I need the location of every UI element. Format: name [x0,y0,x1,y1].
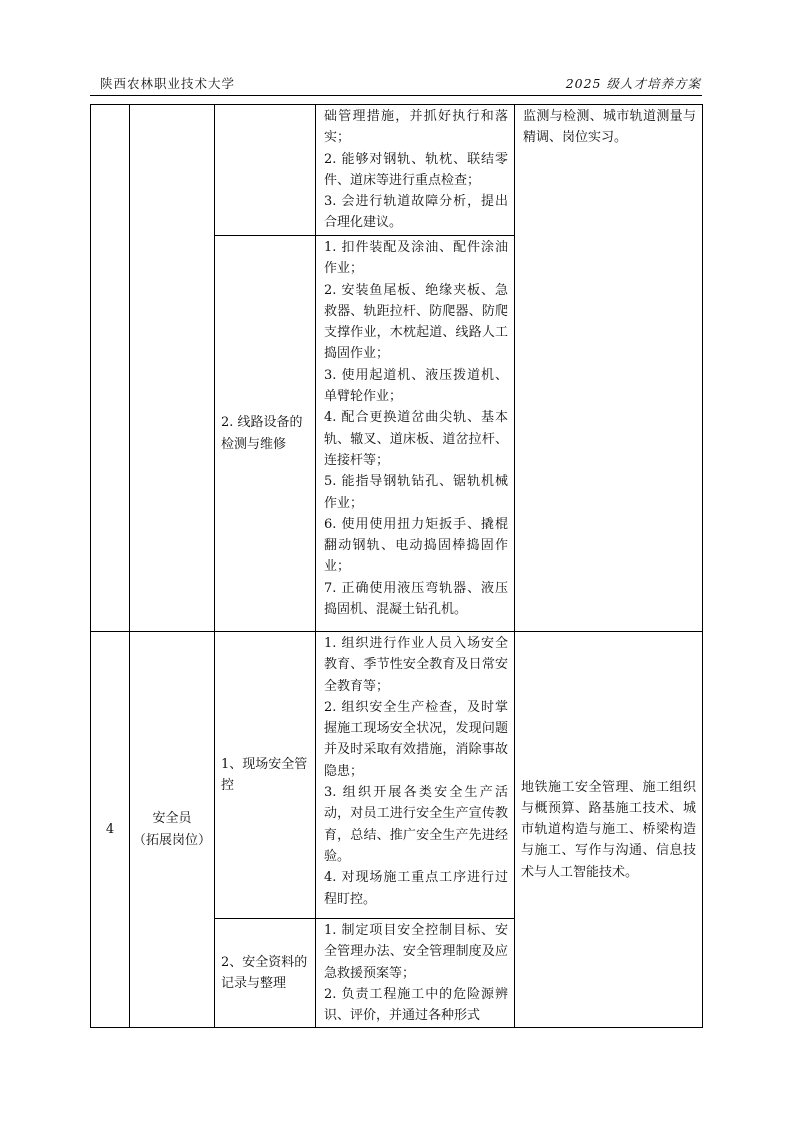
table-row [91,105,703,236]
task-label: 1、现场安全管控 [221,756,308,793]
duty-item: 2. 安装鱼尾板、绝缘夹板、急救器、轨距拉杆、防爬器、防爬支撑作业，木枕起道、线路人工捣固作业； [324,282,508,362]
task-label: 2. 线路设备的检测与维修 [221,415,303,452]
row-number-cell [91,632,130,1028]
duty-item: 2. 能够对钢轨、轨枕、联结零件、道床等进行重点检查； [324,151,508,188]
duty-item: 1. 组织进行作业人员入场安全教育、季节性安全教育及日常安全教育等； [324,636,508,694]
header-document-title: 2025 级人才培养方案 [565,76,701,91]
duty-item: 础管理措施，并抓好执行和落实； [324,109,508,146]
duties-cell [316,632,515,919]
duty-item: 1. 扣件装配及涂油、配件涂油作业； [324,240,508,277]
duty-item: 4. 配合更换道岔曲尖轨、基本轨、辙叉、道床板、道岔拉杆、连接杆等； [324,410,508,468]
duties-cell [316,236,515,632]
duty-item: 3. 组织开展各类安全生产活动，对员工进行安全生产宣传教育，总结、推广安全生产先进经验。 [324,785,508,864]
duty-item: 5. 能指导钢轨钻孔、锯轨机械作业； [324,474,508,511]
duty-item: 6. 使用使用扭力矩扳手、撬棍翻动钢轨、电动捣固棒捣固作业； [324,516,508,575]
duty-item: 3. 会进行轨道故障分析，提出合理化建议。 [324,194,508,231]
duty-item: 1. 制定项目安全控制目标、安全管理办法、安全管理制度及应急救援预案等； [324,923,508,981]
training-plan-table [90,104,703,1028]
courses-text: 监测与检测、城市轨道测量与精调、岗位实习。 [523,109,696,146]
duties-cell [316,919,515,1028]
row-number: 4 [105,822,115,838]
post-type: （拓展岗位） [132,832,211,848]
row-number-cell-empty [91,105,130,632]
post-cell-empty [130,105,215,632]
task-label: 2、安全资料的记录与整理 [221,954,308,992]
duty-item: 2. 组织安全生产检查，及时掌握施工现场安全状况，发现问题并及时采取有效措施，消除事故隐患； [324,699,508,779]
courses-text: 地铁施工安全管理、施工组织与概预算、路基施工技术、城市轨道构造与施工、桥梁构造与施工、写作与沟通、信息技术与人工智能技术。 [521,779,696,880]
header-rule [90,95,702,96]
task-cell [215,236,316,632]
duty-item: 2. 负责工程施工中的危险源辨识、评价，并通过各种形式 [324,986,508,1024]
table-row [91,632,703,919]
duties-cell [316,105,515,236]
post-title: 安全员 [152,811,192,827]
task-cell-empty [215,105,316,236]
task-cell [215,919,316,1028]
courses-cell [515,105,703,632]
duty-item: 4. 对现场施工重点工序进行过程盯控。 [324,870,508,907]
header-school-name: 陕西农林职业技术大学 [100,76,236,91]
duty-item: 7. 正确使用液压弯轨器、液压捣固机、混凝土钻孔机。 [324,580,508,618]
duty-item: 3. 使用起道机、液压拨道机、单臂轮作业； [324,367,508,405]
post-cell [130,632,215,1028]
courses-cell [515,632,703,1028]
task-cell [215,632,316,919]
